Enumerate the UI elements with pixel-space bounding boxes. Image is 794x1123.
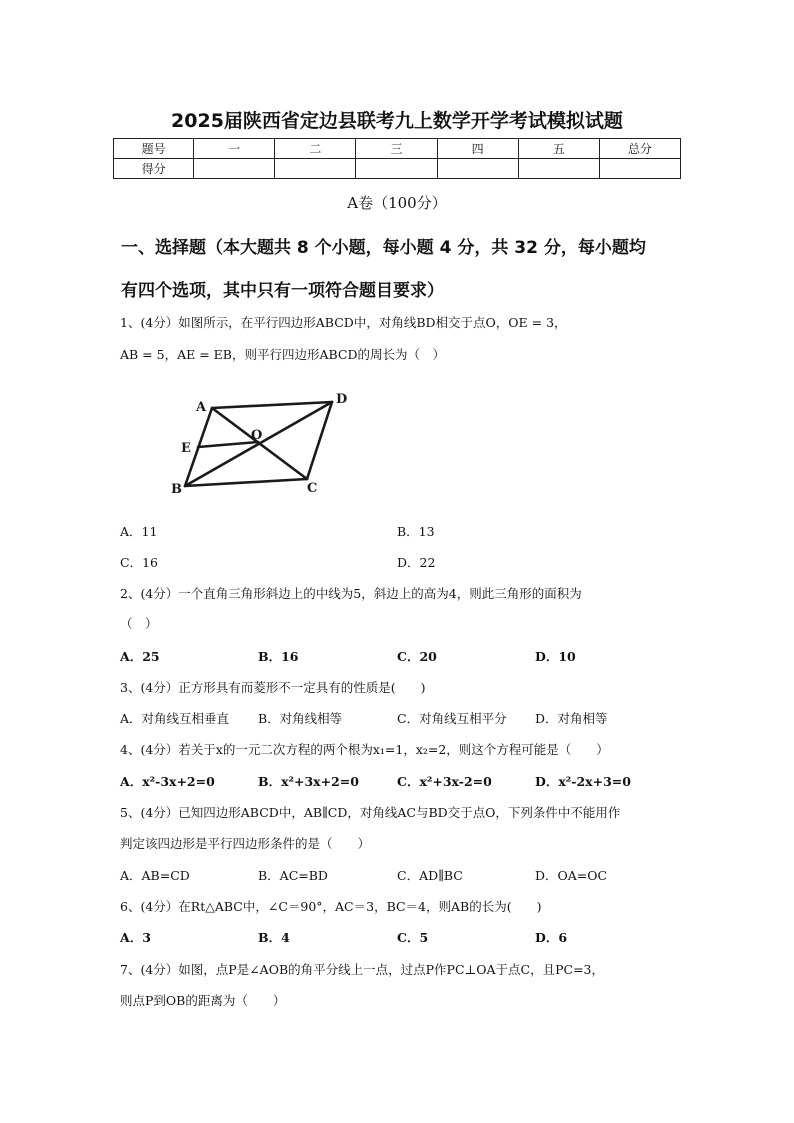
question-2-option-b[interactable]: B．16 [258,649,299,664]
question-2-text: 2、(4分）一个直角三角形斜边上的中线为5，斜边上的高为4，则此三角形的面积为 [120,586,582,601]
question-6-text: 6、(4分）在Rt△ABC中，∠C＝90°，AC＝3，BC＝4，则AB的长为( ) [120,899,542,914]
question-3-option-d[interactable]: D．对角相等 [535,711,608,726]
score-header-cell: 二 [275,139,356,159]
question-7-text-cont: 则点P到OB的距离为（ ） [120,993,286,1008]
score-header-cell: 三 [356,139,437,159]
question-3-text: 3、(4分）正方形具有而菱形不一定具有的性质是( ) [120,680,426,695]
figure-label-c: C [307,481,318,496]
question-2-option-d[interactable]: D．10 [535,649,576,664]
figure-label-o: O [251,428,263,443]
score-table-score-row [114,159,681,179]
score-cell[interactable] [356,159,437,179]
question-4-option-c[interactable]: C．x²+3x-2=0 [397,774,492,789]
score-cell[interactable] [194,159,275,179]
question-4-text: 4、(4分）若关于x的一元二次方程的两个根为x₁=1，x₂=2，则这个方程可能是（ ） [120,742,609,757]
question-1-option-a[interactable]: A．11 [120,524,158,539]
score-cell[interactable] [275,159,356,179]
question-3-option-c[interactable]: C．对角线互相平分 [397,711,507,726]
figure-segment-eo [198,442,258,447]
figure-label-b: B [171,482,182,497]
score-cell[interactable] [599,159,680,179]
score-table [113,138,681,179]
question-2-text-cont: （ ） [120,616,158,631]
figure-side-ad [212,402,332,408]
question-5-option-d[interactable]: D．OA=OC [535,868,608,883]
question-1-option-c[interactable]: C．16 [120,555,158,570]
score-cell[interactable] [518,159,599,179]
score-cell[interactable] [437,159,518,179]
question-7-text: 7、(4分）如图，点P是∠AOB的角平分线上一点，过点P作PC⊥OA于点C，且PC=3， [120,962,605,977]
question-6-option-d[interactable]: D．6 [535,930,568,945]
score-header-cell: 一 [194,139,275,159]
question-1-text: 1、(4分）如图所示，在平行四边形ABCD中，对角线BD相交于点O，OE = 3， [120,315,567,330]
question-1-text-cont: AB = 5，AE = EB，则平行四边形ABCD的周长为（ ） [120,347,446,362]
exam-title: 2025届陕西省定边县联考九上数学开学考试模拟试题 [171,110,623,132]
question-5-option-b[interactable]: B．AC=BD [258,868,328,883]
score-header-cell: 五 [518,139,599,159]
score-header-cell: 总分 [599,139,680,159]
question-5-text-cont: 判定该四边形是平行四边形条件的是（ ） [120,836,371,851]
question-5-option-a[interactable]: A．AB=CD [120,868,190,883]
question-2-option-a[interactable]: A．25 [120,649,160,664]
section-heading-line1: 一、选择题（本大题共 8 个小题，每小题 4 分，共 32 分，每小题均 [121,238,646,258]
question-5-text: 5、(4分）已知四边形ABCD中，AB∥CD，对角线AC与BD交于点O，下列条件中不能用作 [120,805,621,820]
figure-label-e: E [181,441,191,456]
question-3-option-a[interactable]: A．对角线互相垂直 [120,711,230,726]
question-1-option-d[interactable]: D．22 [397,555,436,570]
question-5-option-c[interactable]: C．AD∥BC [397,868,463,883]
section-label: A卷（100分） [347,194,447,212]
parallelogram-figure [165,380,365,505]
figure-label-d: D [336,392,348,407]
question-6-option-b[interactable]: B．4 [258,930,290,945]
question-4-option-b[interactable]: B．x²+3x+2=0 [258,774,359,789]
score-header-cell: 四 [437,139,518,159]
question-1-option-b[interactable]: B．13 [397,524,435,539]
question-6-option-a[interactable]: A．3 [120,930,151,945]
question-4-option-a[interactable]: A．x²-3x+2=0 [120,774,215,789]
question-3-option-b[interactable]: B．对角线相等 [258,711,343,726]
question-6-option-c[interactable]: C．5 [397,930,429,945]
question-2-option-c[interactable]: C．20 [397,649,437,664]
question-4-option-d[interactable]: D．x²-2x+3=0 [535,774,631,789]
section-heading-line2: 有四个选项，其中只有一项符合题目要求） [121,281,444,301]
score-header-cell: 题号 [114,139,194,159]
score-row-label: 得分 [114,159,194,179]
figure-side-cb [185,479,307,486]
figure-label-a: A [196,400,207,415]
score-table-header-row [114,139,681,159]
